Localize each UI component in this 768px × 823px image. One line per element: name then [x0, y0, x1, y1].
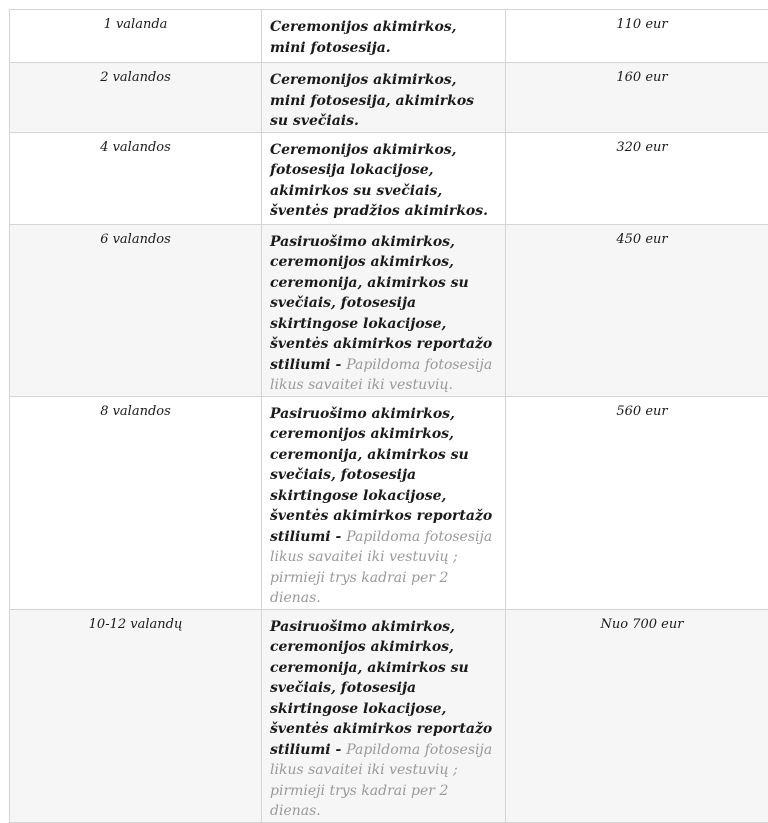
extra-note: Papildoma fotosesija likus savaitei iki vestuvių ; pirmieji trys kadrai per 2 dienas.: [270, 529, 492, 607]
extra-note: Papildoma fotosesija likus savaitei iki vestuvių.: [270, 357, 492, 394]
description-text: Ceremonijos akimirkos, mini fotosesija, akimirkos su svečiais.: [270, 72, 474, 129]
duration-cell: 8 valandos: [10, 396, 262, 609]
duration-cell: 1 valanda: [10, 10, 262, 63]
extra-note: Papildoma fotosesija likus savaitei iki vestuvių ; pirmieji trys kadrai per 2 dienas.: [270, 742, 492, 820]
duration-cell: 6 valandos: [10, 224, 262, 396]
description-cell: [262, 63, 506, 133]
price-cell: 320 eur: [506, 132, 768, 224]
table-row: [10, 396, 768, 609]
table-row: [10, 224, 768, 396]
price-cell: Nuo 700 eur: [506, 609, 768, 822]
separator: -: [331, 742, 347, 758]
separator: -: [331, 529, 347, 545]
description-text: Pasiruošimo akimirkos, ceremonijos akimirkos, ceremonija, akimirkos su svečiais, fotosesija skirtingose lokacijose, šventės akimirkos reportažo stiliumi: [270, 406, 492, 545]
description-text: Ceremonijos akimirkos, fotosesija lokacijose, akimirkos su svečiais, šventės pradžios akimirkos.: [270, 142, 488, 220]
price-cell: 110 eur: [506, 10, 768, 63]
description-cell: [262, 224, 506, 396]
table-row: [10, 132, 768, 224]
table-row: [10, 609, 768, 822]
duration-cell: 10-12 valandų: [10, 609, 262, 822]
description-text: Ceremonijos akimirkos, mini fotosesija.: [270, 19, 457, 56]
duration-cell: 2 valandos: [10, 63, 262, 133]
description-cell: [262, 10, 506, 63]
price-cell: 450 eur: [506, 224, 768, 396]
pricing-table: [9, 9, 768, 823]
description-text: Pasiruošimo akimirkos, ceremonijos akimirkos, ceremonija, akimirkos su svečiais, fotosesija skirtingose lokacijose, šventės akimirkos reportažo stiliumi: [270, 619, 492, 758]
description-cell: [262, 609, 506, 822]
description-cell: [262, 396, 506, 609]
description-cell: [262, 132, 506, 224]
table-row: [10, 10, 768, 63]
price-cell: 560 eur: [506, 396, 768, 609]
separator: -: [331, 357, 347, 373]
duration-cell: 4 valandos: [10, 132, 262, 224]
description-text: Pasiruošimo akimirkos, ceremonijos akimirkos, ceremonija, akimirkos su svečiais, fotosesija skirtingose lokacijose, šventės akimirkos reportažo stiliumi: [270, 234, 492, 373]
table-row: [10, 63, 768, 133]
price-cell: 160 eur: [506, 63, 768, 133]
